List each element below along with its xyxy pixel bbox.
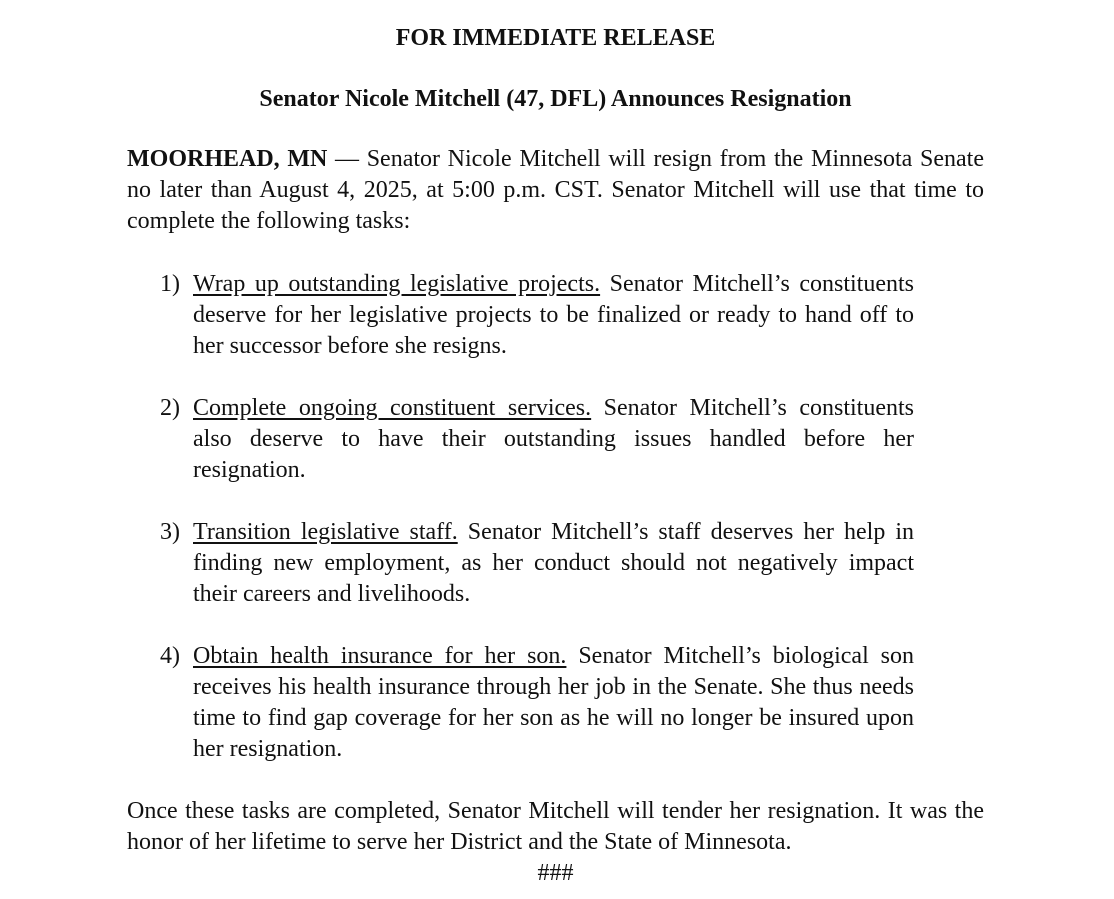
intro-paragraph <box>127 144 984 237</box>
closing-paragraph: Once these tasks are completed, Senator Mitchell will tender her resignation. It was the honor of her lifetime to serve her District and the State of Minnesota. <box>127 798 984 855</box>
task-text: Senator Mitchell’s constituents also deserve to have their outstanding issues handled before her resignation. <box>193 395 914 483</box>
task-number: 3) <box>160 519 180 545</box>
task-text: Senator Mitchell’s biological son receives his health insurance through her job in the Senate. She thus needs time to find gap coverage for her son as he will no longer be insured upon her resignation. <box>193 643 914 762</box>
task-item <box>160 517 914 610</box>
task-number: 1) <box>160 271 180 297</box>
end-mark: ### <box>537 860 574 886</box>
task-item <box>160 641 914 765</box>
task-number: 4) <box>160 643 180 669</box>
dateline: MOORHEAD, MN <box>127 146 328 172</box>
task-item <box>160 393 914 486</box>
headline: Senator Nicole Mitchell (47, DFL) Announces Resignation <box>259 86 852 112</box>
task-title: Wrap up outstanding legislative projects. <box>193 271 601 297</box>
task-body <box>193 393 914 486</box>
task-body <box>193 269 914 362</box>
task-item <box>160 269 914 362</box>
release-label: FOR IMMEDIATE RELEASE <box>395 25 716 51</box>
task-body <box>193 517 914 610</box>
task-body <box>193 641 914 765</box>
task-title: Complete ongoing constituent services. <box>193 395 592 421</box>
task-text: Senator Mitchell’s staff deserves her help in finding new employment, as her conduct should not negatively impact their careers and livelihoods. <box>193 519 915 607</box>
task-title: Obtain health insurance for her son. <box>193 643 567 669</box>
task-number: 2) <box>160 395 180 421</box>
task-list <box>160 269 914 765</box>
intro-text: — Senator Nicole Mitchell will resign from the Minnesota Senate no later than August 4, 2025, at 5:00 p.m. CST. Senator Mitchell will use that time to complete the following tasks: <box>127 146 984 234</box>
task-text: Senator Mitchell’s constituents deserve for her legislative projects to be finalized or ready to hand off to her successor before she resigns. <box>193 271 914 359</box>
task-title: Transition legislative staff. <box>193 519 458 545</box>
